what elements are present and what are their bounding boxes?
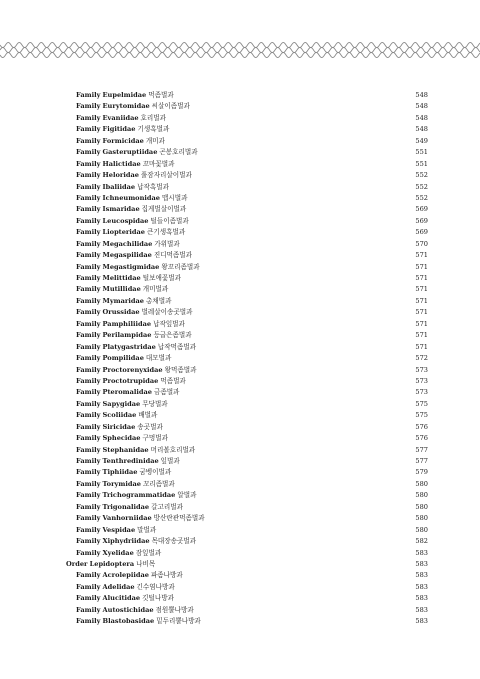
entry-page-number: 571	[415, 331, 428, 340]
entry-rank: Family	[76, 502, 101, 511]
entry-page-number: 576	[415, 434, 428, 443]
entry-rank: Family	[76, 388, 101, 397]
entry-page-number: 571	[415, 251, 428, 260]
toc-family-entry	[66, 182, 428, 193]
entry-korean-name: 파좀나방과	[150, 571, 183, 580]
entry-korean-name: 먹좀벌과	[148, 91, 174, 99]
entry-page-number: 580	[415, 491, 428, 500]
entry-latin-name: Formicidae	[102, 136, 144, 145]
toc-family-entry	[66, 513, 428, 524]
entry-latin-name: Megachilidae	[102, 239, 153, 248]
entry-korean-name: 깃털나방과	[142, 594, 174, 603]
toc-family-entry	[66, 147, 428, 158]
entry-latin-name: Pompilidae	[102, 354, 144, 363]
entry-page-number: 575	[415, 411, 428, 420]
entry-latin-name: Alucitidae	[102, 594, 141, 603]
entry-page-number: 552	[415, 193, 428, 202]
entry-latin-name: Proctorenyxidae	[102, 365, 163, 374]
entry-page-number: 548	[415, 91, 428, 99]
entry-latin-name: Siricidae	[102, 422, 136, 431]
toc-family-entry	[66, 570, 428, 581]
entry-rank: Family	[76, 537, 101, 546]
entry-latin-name: Proctotrupidae	[102, 376, 159, 385]
entry-rank: Family	[76, 354, 101, 363]
toc-family-entry	[66, 479, 428, 490]
entry-rank: Family	[76, 205, 101, 214]
entry-latin-name: Melittidae	[102, 274, 141, 282]
entry-rank: Family	[76, 125, 101, 134]
entry-page-number: 573	[415, 388, 428, 397]
toc-family-entry	[66, 319, 428, 330]
toc-family-entry	[66, 159, 428, 170]
entry-page-number: 580	[415, 502, 428, 511]
entry-page-number: 570	[415, 239, 428, 248]
entry-korean-name: 개미벌과	[142, 285, 169, 294]
toc-family-entry	[66, 616, 428, 627]
entry-page-number: 577	[415, 457, 428, 465]
entry-page-number: 549	[415, 136, 428, 145]
entry-page-number: 551	[415, 148, 428, 157]
entry-page-number: 571	[415, 274, 428, 282]
entry-rank: Family	[76, 331, 101, 340]
entry-latin-name: Orussidae	[102, 308, 140, 317]
entry-page-number: 571	[415, 319, 428, 328]
entry-korean-name: 왕꼬리좀벌과	[161, 262, 200, 271]
decorative-wave-border	[0, 40, 480, 60]
entry-page-number: 577	[415, 445, 428, 454]
entry-latin-name: Tiphiidae	[102, 468, 138, 477]
entry-page-number: 576	[415, 422, 428, 431]
entry-korean-name: 씨살이좀벌과	[151, 102, 190, 111]
entry-rank: Family	[76, 193, 101, 202]
entry-rank: Family	[76, 605, 101, 614]
entry-korean-name: 잠잎벌과	[135, 548, 162, 557]
toc-family-entry	[66, 582, 428, 593]
entry-korean-name: 방산란관먹좀벌과	[153, 514, 205, 523]
entry-page-number: 583	[415, 605, 428, 614]
entry-latin-name: Megastigmidae	[102, 262, 160, 271]
entry-latin-name: Heloridae	[102, 171, 139, 180]
entry-latin-name: Scoliidae	[102, 411, 137, 420]
toc-family-entry	[66, 353, 428, 364]
toc-family-entry	[66, 536, 428, 547]
toc-family-entry	[66, 296, 428, 307]
entry-rank: Family	[76, 445, 101, 454]
entry-page-number: 569	[415, 216, 428, 225]
toc-family-entry	[66, 593, 428, 604]
entry-latin-name: Eupelmidae	[102, 91, 147, 99]
entry-korean-name: 기생혹벌과	[137, 125, 170, 134]
entry-latin-name: Megaspilidae	[102, 251, 152, 260]
entry-korean-name: 꼬리좀벌과	[142, 479, 175, 488]
toc-family-entry	[66, 204, 428, 215]
entry-page-number: 571	[415, 308, 428, 317]
toc-family-entry	[66, 90, 428, 101]
entry-latin-name: Vanhorniidae	[102, 514, 152, 523]
toc-family-entry	[66, 502, 428, 513]
toc-family-entry	[66, 387, 428, 398]
entry-latin-name: Eurytomidae	[102, 102, 150, 111]
entry-rank: Family	[76, 422, 101, 431]
entry-rank: Family	[76, 617, 101, 626]
toc-family-entry	[66, 445, 428, 456]
entry-korean-name: 구멍벌과	[142, 434, 168, 443]
entry-korean-name: 송곳벌과	[137, 422, 163, 431]
entry-page-number: 583	[415, 582, 428, 591]
entry-page-number: 548	[415, 125, 428, 134]
entry-korean-name: 털들이좀벌과	[150, 216, 189, 225]
toc-family-entry	[66, 399, 428, 410]
toc-family-entry	[66, 605, 428, 616]
entry-page-number: 571	[415, 285, 428, 294]
entry-korean-name: 진디먹좀벌과	[153, 251, 193, 260]
entry-page-number: 582	[415, 537, 428, 546]
toc-order-entry	[66, 559, 428, 570]
entry-rank: Family	[76, 582, 101, 591]
toc-family-entry	[66, 307, 428, 318]
entry-latin-name: Pteromalidae	[102, 388, 152, 397]
entry-rank: Family	[76, 239, 101, 248]
entry-latin-name: Trigonalidae	[102, 502, 150, 511]
entry-latin-name: Pamphiliidae	[102, 319, 152, 328]
entry-rank: Family	[76, 411, 101, 420]
entry-page-number: 580	[415, 514, 428, 523]
entry-page-number: 583	[415, 594, 428, 603]
entry-rank: Family	[76, 296, 101, 305]
entry-page-number: 571	[415, 262, 428, 271]
entry-page-number: 573	[415, 365, 428, 374]
entry-rank: Family	[76, 113, 101, 122]
entry-rank: Family	[76, 342, 101, 351]
entry-latin-name: Evaniidae	[102, 113, 139, 122]
toc-family-entry	[66, 525, 428, 536]
entry-korean-name: 점원뿔나방과	[155, 605, 194, 614]
entry-latin-name: Xyelidae	[102, 548, 134, 557]
entry-korean-name: 풀잠자리살이벌과	[140, 171, 192, 180]
toc-family-entry	[66, 239, 428, 250]
toc-family-entry	[66, 193, 428, 204]
entry-rank: Family	[76, 548, 101, 557]
entry-korean-name: 털보애꽃벌과	[142, 274, 181, 282]
entry-latin-name: Vespidae	[102, 525, 136, 534]
entry-rank: Family	[76, 216, 101, 225]
entry-latin-name: Trichogrammatidae	[102, 491, 176, 500]
entry-korean-name: 등굽은좀벌과	[153, 331, 192, 340]
entry-korean-name: 개미과	[145, 136, 165, 145]
entry-rank: Family	[76, 491, 101, 500]
entry-page-number: 583	[415, 617, 428, 626]
entry-page-number: 569	[415, 228, 428, 237]
entry-rank: Family	[76, 91, 101, 99]
toc-family-entry	[66, 365, 428, 376]
entry-latin-name: Adelidae	[102, 582, 135, 591]
entry-latin-name: Ibaliidae	[102, 182, 136, 191]
entry-korean-name: 머리볼호리벌과	[150, 445, 196, 454]
toc-family-entry	[66, 410, 428, 421]
entry-page-number: 571	[415, 296, 428, 305]
toc-family-entry	[66, 136, 428, 147]
entry-rank: Family	[76, 479, 101, 488]
entry-korean-name: 총채벌과	[145, 296, 172, 305]
toc-family-entry	[66, 113, 428, 124]
entry-rank: Family	[76, 171, 101, 180]
entry-latin-name: Stephanidae	[102, 445, 149, 454]
entry-rank: Family	[76, 571, 101, 580]
entry-page-number: 569	[415, 205, 428, 214]
entry-latin-name: Platygastridae	[102, 342, 156, 351]
table-of-contents	[66, 90, 428, 628]
entry-korean-name: 곤봉호리벌과	[159, 148, 198, 157]
entry-page-number: 573	[415, 376, 428, 385]
entry-korean-name: 밑두리뿔나방과	[156, 617, 201, 626]
entry-rank: Family	[76, 228, 101, 237]
entry-rank: Family	[76, 457, 101, 465]
entry-rank: Family	[76, 468, 101, 477]
toc-family-entry	[66, 124, 428, 135]
entry-rank: Family	[76, 399, 101, 408]
entry-latin-name: Mutillidae	[102, 285, 141, 294]
entry-latin-name: Perilampidae	[102, 331, 152, 340]
entry-page-number: 580	[415, 525, 428, 534]
entry-rank: Family	[76, 434, 101, 443]
entry-page-number: 575	[415, 399, 428, 408]
toc-family-entry	[66, 422, 428, 433]
entry-rank: Family	[76, 365, 101, 374]
entry-page-number: 552	[415, 171, 428, 180]
entry-rank: Family	[76, 594, 101, 603]
toc-family-entry	[66, 250, 428, 261]
toc-family-entry	[66, 216, 428, 227]
entry-korean-name: 왕먹좀벌과	[164, 365, 197, 374]
entry-latin-name: Acrolepiidae	[102, 571, 149, 580]
entry-rank: Family	[76, 136, 101, 145]
entry-page-number: 548	[415, 102, 428, 111]
entry-korean-name: 나비목	[136, 559, 156, 568]
entry-latin-name: Leucospidae	[102, 216, 149, 225]
entry-korean-name: 금좀벌과	[153, 388, 180, 397]
entry-korean-name: 꼬마꽃벌과	[142, 159, 175, 168]
entry-korean-name: 갈고리벌과	[151, 502, 183, 511]
entry-korean-name: 목대장송곳벌과	[151, 537, 197, 546]
entry-korean-name: 굼벵이벌과	[139, 468, 172, 477]
entry-page-number: 579	[415, 468, 428, 477]
entry-korean-name: 먹좀벌과	[160, 376, 186, 385]
entry-rank: Family	[76, 148, 101, 157]
entry-korean-name: 납작혹벌과	[137, 182, 169, 191]
entry-korean-name: 알벌과	[177, 491, 197, 500]
entry-latin-name: Lepidoptera	[89, 559, 135, 568]
entry-korean-name: 맵시벌과	[161, 193, 188, 202]
toc-family-entry	[66, 433, 428, 444]
entry-rank: Family	[76, 102, 101, 111]
entry-page-number: 583	[415, 559, 428, 568]
toc-family-entry	[66, 101, 428, 112]
entry-rank: Family	[76, 274, 101, 282]
entry-rank: Family	[76, 525, 101, 534]
entry-rank: Family	[76, 514, 101, 523]
toc-family-entry	[66, 342, 428, 353]
entry-korean-name: 집게벌살이벌과	[141, 205, 187, 214]
entry-latin-name: Figitidae	[102, 125, 136, 134]
entry-page-number: 580	[415, 479, 428, 488]
entry-latin-name: Sapygidae	[102, 399, 141, 408]
entry-rank: Family	[76, 262, 101, 271]
entry-korean-name: 대모벌과	[145, 354, 172, 363]
entry-korean-name: 잎벌과	[160, 457, 180, 465]
entry-korean-name: 벌레살이송곳벌과	[141, 308, 193, 317]
entry-rank: Family	[76, 251, 101, 260]
entry-rank: Family	[76, 376, 101, 385]
entry-korean-name: 무당벌과	[142, 399, 168, 408]
entry-korean-name: 호리벌과	[140, 113, 167, 122]
entry-latin-name: Xiphydriidae	[102, 537, 150, 546]
entry-korean-name: 가위벌과	[154, 239, 180, 248]
entry-latin-name: Mymaridae	[102, 296, 144, 305]
entry-rank: Family	[76, 285, 101, 294]
entry-korean-name: 말벌과	[137, 525, 157, 534]
entry-korean-name: 납작먹좀벌과	[157, 342, 197, 351]
entry-rank: Family	[76, 182, 101, 191]
toc-family-entry	[66, 273, 428, 284]
toc-family-entry	[66, 262, 428, 273]
toc-family-entry	[66, 227, 428, 238]
entry-latin-name: Autostichidae	[102, 605, 154, 614]
entry-rank: Order	[66, 559, 88, 568]
toc-family-entry	[66, 376, 428, 387]
toc-family-entry	[66, 170, 428, 181]
entry-page-number: 552	[415, 182, 428, 191]
entry-latin-name: Halictidae	[102, 159, 141, 168]
entry-latin-name: Ismaridae	[102, 205, 140, 214]
entry-korean-name: 납작잎벌과	[153, 319, 185, 328]
entry-page-number: 572	[415, 354, 428, 363]
entry-korean-name: 긴수염나방과	[136, 582, 175, 591]
entry-latin-name: Torymidae	[102, 479, 141, 488]
toc-family-entry	[66, 467, 428, 478]
entry-korean-name: 큰기생혹벌과	[146, 228, 186, 237]
entry-rank: Family	[76, 308, 101, 317]
entry-page-number: 548	[415, 113, 428, 122]
entry-rank: Family	[76, 159, 101, 168]
entry-korean-name: 배벌과	[138, 411, 158, 420]
entry-page-number: 551	[415, 159, 428, 168]
entry-page-number: 583	[415, 548, 428, 557]
toc-family-entry	[66, 548, 428, 559]
entry-rank: Family	[76, 319, 101, 328]
entry-latin-name: Liopteridae	[102, 228, 145, 237]
entry-latin-name: Tenthredinidae	[102, 457, 159, 465]
entry-page-number: 571	[415, 342, 428, 351]
entry-latin-name: Ichneumonidae	[102, 193, 160, 202]
toc-family-entry	[66, 490, 428, 501]
entry-latin-name: Blastobasidae	[102, 617, 155, 626]
entry-latin-name: Sphecidae	[102, 434, 141, 443]
entry-page-number: 583	[415, 571, 428, 580]
toc-family-entry	[66, 330, 428, 341]
toc-family-entry	[66, 456, 428, 467]
toc-family-entry	[66, 284, 428, 295]
entry-latin-name: Gasteruptiidae	[102, 148, 158, 157]
